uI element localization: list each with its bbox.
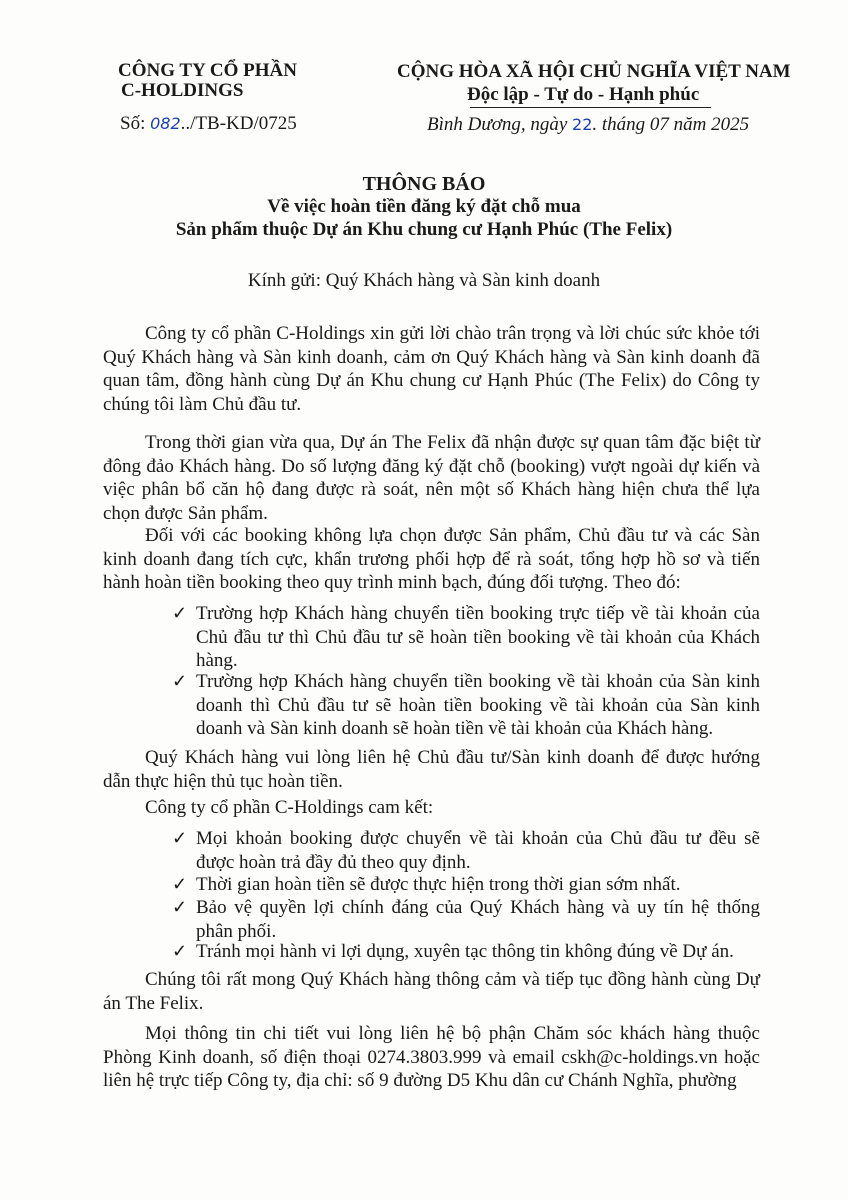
paragraph-contact-details: Mọi thông tin chi tiết vui lòng liên hệ bộ phận Chăm sóc khách hàng thuộc Phòng Kinh doanh, số điện thoại 0274.3803.999 và email cskh@c-holdings.vn hoặc liên hệ trực tiếp Công ty, địa chỉ: số 9 đường D5 Khu dân cư Chánh Nghĩa, phường [103, 1023, 760, 1091]
notice-subject-line1: Về việc hoàn tiền đăng ký đặt chỗ mua [267, 196, 581, 217]
company-name-line1: CÔNG TY CỔ PHẦN [118, 60, 297, 81]
date-suffix: . tháng 07 năm 2025 [592, 114, 750, 135]
commitment-item: Bảo vệ quyền lợi chính đáng của Quý Khách hàng và uy tín hệ thống phân phối. [196, 897, 760, 942]
notice-title: THÔNG BÁO [362, 173, 486, 195]
document-date [427, 114, 749, 136]
republic-title: CỘNG HÒA XÃ HỘI CHỦ NGHĨA VIỆT NAM [397, 61, 791, 82]
check-icon: ✓ [172, 603, 188, 623]
refund-case-item: Trường hợp Khách hàng chuyển tiền booking về tài khoản của Sàn kinh doanh thì Chủ đầu tư sẽ hoàn tiền booking về tài khoản của Sàn kinh doanh và Sàn kinh doanh sẽ hoàn tiền về tài khoản của Khách hàng. [196, 671, 760, 739]
doc-number-handwritten: 082 [150, 114, 181, 133]
motto: Độc lập - Tự do - Hạnh phúc [467, 84, 700, 105]
date-day-handwritten: 22 [572, 115, 593, 134]
commitment-item: Thời gian hoàn tiền sẽ được thực hiện trong thời gian sớm nhất. [196, 874, 681, 895]
paragraph-commitment-intro: Công ty cổ phần C-Holdings cam kết: [145, 797, 434, 818]
commitment-item: Mọi khoản booking được chuyển về tài khoản của Chủ đầu tư đều sẽ được hoàn trả đầy đủ theo quy định. [196, 828, 760, 873]
check-icon: ✓ [172, 874, 188, 894]
recipient-line: Kính gửi: Quý Khách hàng và Sàn kinh doanh [247, 270, 601, 291]
paragraph-situation: Trong thời gian vừa qua, Dự án The Felix đã nhận được sự quan tâm đặc biệt từ đông đảo Khách hàng. Do số lượng đăng ký đặt chỗ (booking) vượt ngoài dự kiến và việc phân bổ căn hộ đang được rà soát, nên một số Khách hàng hiện chưa thể lựa chọn được Sản phẩm. [103, 432, 760, 524]
paragraph-greeting: Công ty cổ phần C-Holdings xin gửi lời chào trân trọng và lời chúc sức khỏe tới Quý Khách hàng và Sàn kinh doanh, cảm ơn Quý Khách hàng và Sàn kinh doanh đã quan tâm, đồng hành cùng Dự án Khu chung cư Hạnh Phúc (The Felix) do Công ty chúng tôi làm Chủ đầu tư. [103, 323, 760, 415]
motto-underline [470, 107, 711, 108]
company-name-line2: C-HOLDINGS [121, 80, 244, 101]
paragraph-closing: Chúng tôi rất mong Quý Khách hàng thông cảm và tiếp tục đồng hành cùng Dự án The Felix. [103, 969, 760, 1014]
paragraph-contact-instruction: Quý Khách hàng vui lòng liên hệ Chủ đầu tư/Sàn kinh doanh để được hướng dẫn thực hiện thủ tục hoàn tiền. [103, 747, 760, 792]
check-icon: ✓ [172, 828, 188, 848]
check-icon: ✓ [172, 671, 188, 691]
commitment-item: Tránh mọi hành vi lợi dụng, xuyên tạc thông tin không đúng về Dự án. [196, 941, 734, 962]
date-prefix: Bình Dương, ngày [427, 114, 573, 135]
check-icon: ✓ [172, 941, 188, 961]
doc-number-prefix: Số: [120, 113, 151, 134]
doc-number-suffix: ../TB-KD/0725 [180, 113, 297, 134]
refund-case-item: Trường hợp Khách hàng chuyển tiền booking trực tiếp về tài khoản của Chủ đầu tư thì Chủ đầu tư sẽ hoàn tiền booking về tài khoản của Khách hàng. [196, 603, 760, 671]
check-icon: ✓ [172, 897, 188, 917]
paragraph-refund-process: Đối với các booking không lựa chọn được Sản phẩm, Chủ đầu tư và các Sàn kinh doanh đang tích cực, khẩn trương phối hợp để rà soát, tổng hợp hồ sơ và tiến hành hoàn tiền booking theo quy trình minh bạch, đúng đối tượng. Theo đó: [103, 525, 760, 593]
notice-subject-line2: Sản phẩm thuộc Dự án Khu chung cư Hạnh Phúc (The Felix) [175, 219, 673, 240]
document-number [120, 113, 297, 135]
